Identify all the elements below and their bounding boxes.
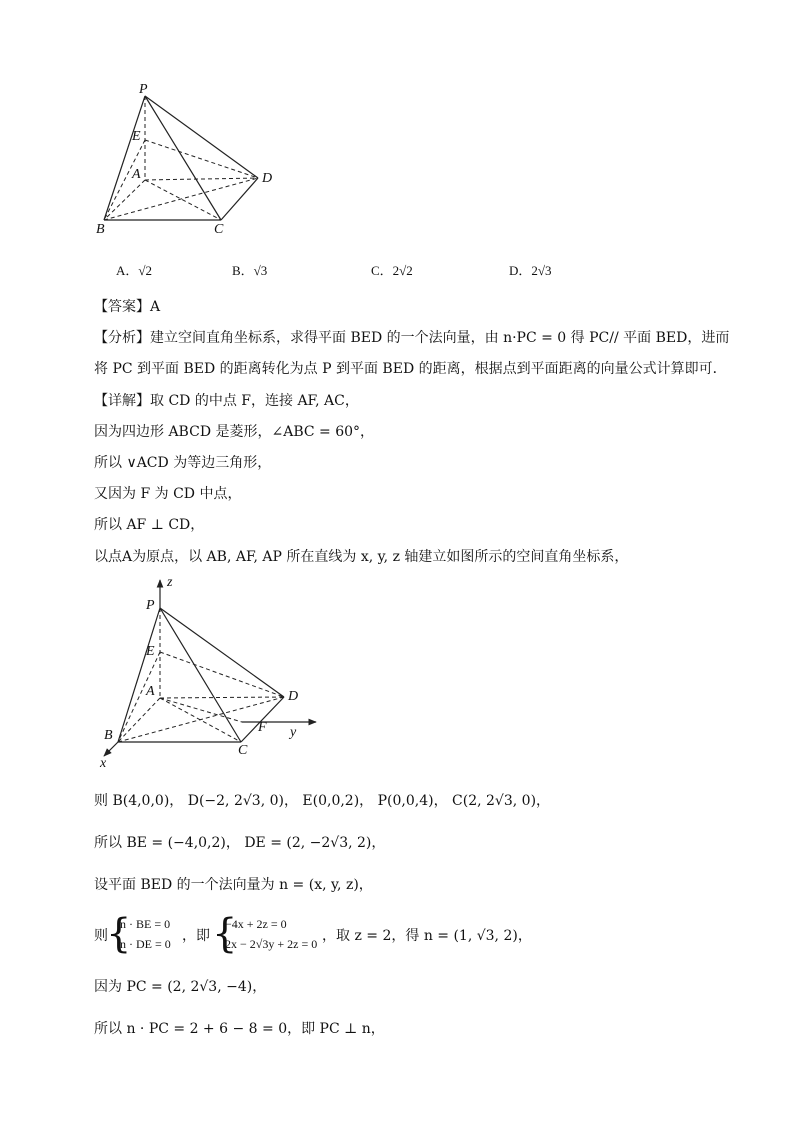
vertex-label-d: D (262, 171, 273, 186)
vertex-label-p: P (139, 82, 148, 97)
detail-line-4: 又因为 F 为 CD 中点， (94, 486, 242, 502)
system-mid: ，即 (182, 928, 210, 944)
option-a[interactable]: A．√2 (116, 263, 153, 278)
vertex-label-c: C (214, 222, 224, 237)
detail-line-3: 所以 ∨ACD 为等边三角形， (94, 455, 272, 471)
system-prefix: 则 (94, 928, 108, 944)
vertex-label-d-2: D (288, 689, 299, 704)
pc-vector-line: 因为 PC = (2, 2√3, −4)， (94, 979, 267, 995)
vertex-label-c-2: C (238, 743, 248, 758)
system-right-eq-1: −4x + 2z = 0 (225, 917, 287, 931)
left-brace-icon: { (106, 911, 132, 957)
system-right-eq-2: 2x − 2√3y + 2z = 0 (225, 937, 318, 951)
option-b[interactable]: B．√3 (232, 263, 268, 278)
normal-definition-line: 设平面 BED 的一个法向量为 n = (x, y, z)， (94, 877, 373, 893)
vertex-label-a-2: A (146, 684, 155, 699)
right-brace-icon: { (212, 911, 238, 957)
point-label-f: F (258, 720, 267, 735)
system-left-eq-1: n · BE = 0 (120, 917, 171, 931)
vertex-label-p-2: P (146, 598, 155, 613)
detail-line-5: 所以 AF ⊥ CD， (94, 517, 205, 533)
analysis-line-2: 将 PC 到平面 BED 的距离转化为点 P 到平面 BED 的距离，根据点到平面距离的向量公式计算即可． (94, 361, 727, 377)
coordinates-line: 则 B(4,0,0)， D(−2, 2√3, 0)， E(0,0,2)， P(0,0,4)， C(2, 2√3, 0)， (94, 793, 551, 809)
detail-line-1: 【详解】取 CD 的中点 F，连接 AF, AC， (94, 393, 359, 409)
vertex-label-b: B (96, 222, 105, 237)
axis-label-x: x (100, 756, 107, 771)
axis-label-z: z (167, 575, 173, 590)
system-left-eq-2: n · DE = 0 (120, 937, 171, 951)
detail-line-2: 因为四边形 ABCD 是菱形，∠ABC = 60°， (94, 424, 375, 440)
system-suffix: ，取 z = 2，得 n = (1, √3, 2)， (322, 928, 532, 944)
vertex-label-a: A (132, 167, 141, 182)
vertex-label-e-2: E (146, 644, 155, 659)
option-c[interactable]: C．2√2 (371, 263, 413, 278)
axis-label-y: y (290, 725, 297, 740)
analysis-line-1: 【分析】建立空间直角坐标系，求得平面 BED 的一个法向量，由 n·PC = 0 得 PC// 平面 BED，进而 (94, 330, 730, 346)
answer-line: 【答案】A (94, 299, 161, 315)
equation-system (94, 911, 532, 957)
vertex-label-e: E (132, 129, 141, 144)
conclusion-line: 所以 n · PC = 2 + 6 − 8 = 0，即 PC ⊥ n， (94, 1021, 385, 1037)
vertex-label-b-2: B (104, 728, 113, 743)
detail-line-6: 以点A为原点，以 AB, AF, AP 所在直线为 x, y, z 轴建立如图所示的空间直角坐标系， (94, 549, 629, 565)
option-d[interactable]: D．2√3 (509, 263, 552, 278)
vectors-line: 所以 BE = (−4,0,2)， DE = (2, −2√3, 2)， (94, 835, 386, 851)
